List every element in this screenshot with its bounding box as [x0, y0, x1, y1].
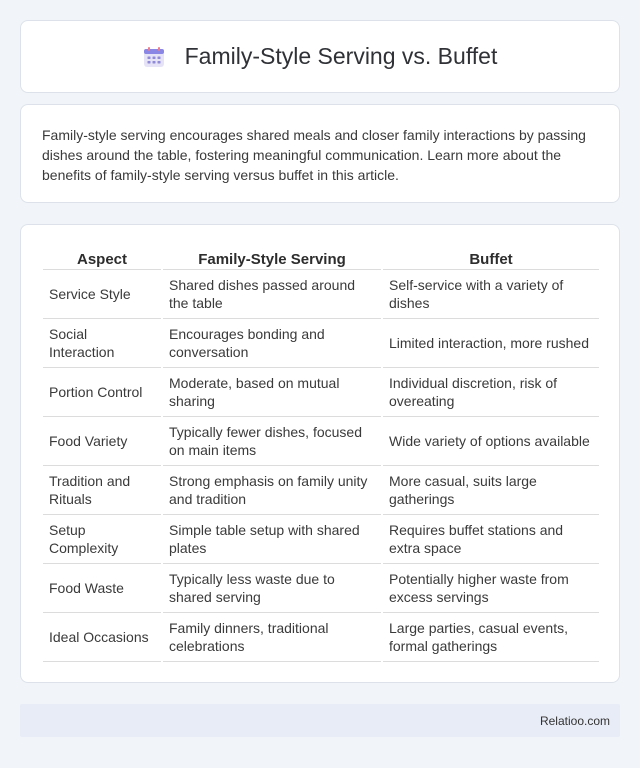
buffet-cell: Large parties, casual events, formal gatherings: [382, 612, 599, 661]
table-row: [43, 563, 599, 612]
family-style-cell: Moderate, based on mutual sharing: [162, 367, 382, 416]
table-row: [43, 465, 599, 514]
family-style-cell: Strong emphasis on family unity and tradition: [162, 465, 382, 514]
intro-text: Family-style serving encourages shared meals and closer family interactions by passing dishes around the table, fostering meaningful communication. Learn more about the benefits of family-style serving versus buffet in this article.: [42, 127, 586, 183]
family-style-cell: Typically fewer dishes, focused on main items: [162, 416, 382, 465]
aspect-cell: Setup Complexity: [43, 514, 162, 563]
header-aspect: Aspect: [43, 245, 162, 269]
family-style-cell: Family dinners, traditional celebrations: [162, 612, 382, 661]
table-header-row: [43, 245, 599, 269]
aspect-cell: Portion Control: [43, 367, 162, 416]
family-style-cell: Encourages bonding and conversation: [162, 318, 382, 367]
header-buffet: Buffet: [382, 245, 599, 269]
table-row: [43, 612, 599, 661]
aspect-cell: Food Variety: [43, 416, 162, 465]
title-card: [20, 20, 620, 93]
buffet-cell: Potentially higher waste from excess servings: [382, 563, 599, 612]
header-family-style: Family-Style Serving: [162, 245, 382, 269]
aspect-cell: Social Interaction: [43, 318, 162, 367]
intro-card: [20, 104, 620, 203]
buffet-cell: Requires buffet stations and extra space: [382, 514, 599, 563]
buffet-cell: Self-service with a variety of dishes: [382, 269, 599, 318]
comparison-table: [43, 245, 599, 662]
footer: [20, 704, 620, 737]
buffet-cell: More casual, suits large gatherings: [382, 465, 599, 514]
aspect-cell: Food Waste: [43, 563, 162, 612]
family-style-cell: Typically less waste due to shared serving: [162, 563, 382, 612]
table-row: [43, 269, 599, 318]
family-style-cell: Shared dishes passed around the table: [162, 269, 382, 318]
table-row: [43, 318, 599, 367]
buffet-cell: Limited interaction, more rushed: [382, 318, 599, 367]
aspect-cell: Service Style: [43, 269, 162, 318]
aspect-cell: Tradition and Rituals: [43, 465, 162, 514]
buffet-cell: Individual discretion, risk of overeating: [382, 367, 599, 416]
table-row: [43, 514, 599, 563]
page-title: Family-Style Serving vs. Buffet: [184, 43, 498, 69]
aspect-cell: Ideal Occasions: [43, 612, 162, 661]
buffet-cell: Wide variety of options available: [382, 416, 599, 465]
comparison-card: [20, 224, 620, 683]
footer-brand: Relatioo.com: [539, 713, 610, 728]
family-style-cell: Simple table setup with shared plates: [162, 514, 382, 563]
table-row: [43, 367, 599, 416]
table-row: [43, 416, 599, 465]
calendar-icon: [143, 46, 165, 68]
